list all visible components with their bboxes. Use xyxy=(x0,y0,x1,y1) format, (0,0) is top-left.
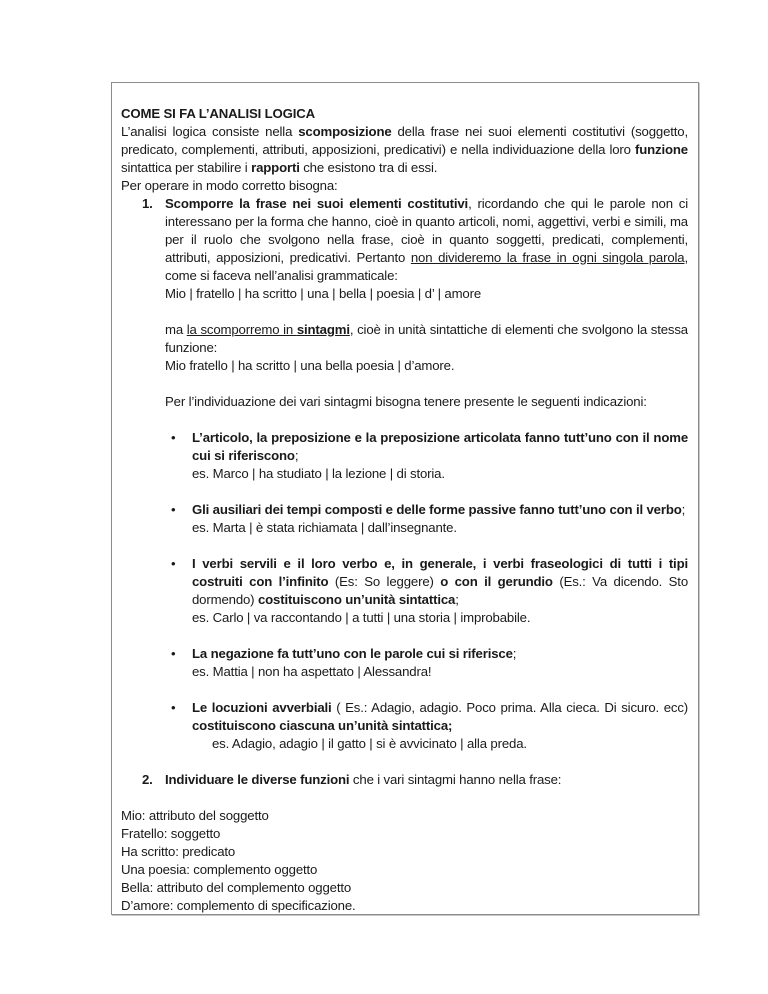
bullet-icon: • xyxy=(171,646,176,661)
indications-line: Per l’individuazione dei vari sintagmi bisogna tenere presente le seguenti indicazioni: xyxy=(165,394,647,409)
operate-line: Per operare in modo corretto bisogna: xyxy=(121,178,338,193)
sintagmi-paragraph: ma la scomporremo in sintagmi, cioè in unità sintattiche di elementi che svolgono la stessa funzione: xyxy=(165,322,688,355)
list-item: • I verbi servili e il loro verbo e, in generale, i verbi fraseologici di tutti i tipi costruiti con l’infinito (Es: So leggere) o con il gerundio (Es.: Va dicendo. Sto dormendo) costituiscono un’unità sintattica; es. Carlo | va raccontando | a tutti | una storia | improbabile. xyxy=(171,556,689,625)
example-words: Mio | fratello | ha scritto | una | bella | poesia | d’ | amore xyxy=(165,286,482,301)
document-box xyxy=(111,82,699,915)
list-item: • Le locuzioni avverbiali ( Es.: Adagio, adagio. Poco prima. Alla cieca. Di sicuro. ecc) costituiscono ciascuna un’unità sintattica; es. Adagio, adagio | il gatto | si è avvicinato | alla preda. xyxy=(171,700,689,751)
list-item: • La negazione fa tutt’uno con le parole cui si riferisce; es. Mattia | non ha aspettato | Alessandra! xyxy=(165,645,688,681)
document-title: COME SI FA L’ANALISI LOGICA xyxy=(121,106,316,121)
list-item-example: es. Marta | è stata richiamata | dall’insegnante. xyxy=(192,520,457,535)
step-1-text: Scomporre la frase nei suoi elementi costitutivi, ricordando che qui le parole non ci interessano per la forma che hanno, cioè in quanto articoli, nomi, aggettivi, verbi e simili, ma per il ruolo che svolgono nella frase, cioè in quanto soggetti, predicati, complementi, attributi, apposizioni, predicativi. Pertanto non divideremo la frase in ogni singola parola, come si faceva nell’analisi grammaticale: xyxy=(165,196,688,283)
bullet-icon: • xyxy=(171,502,176,517)
list-item: • Gli ausiliari dei tempi composti e delle forme passive fanno tutt’uno con il verbo; es. Marta | è stata richiamata | dall’insegnante. xyxy=(165,501,688,537)
function-line: Mio: attributo del soggetto xyxy=(121,808,269,823)
list-item-example: es. Marco | ha studiato | la lezione | di storia. xyxy=(192,466,445,481)
bullet-icon: • xyxy=(171,430,176,445)
bullet-icon: • xyxy=(171,556,176,571)
function-line: D’amore: complemento di specificazione. xyxy=(121,898,356,913)
list-item: • L’articolo, la preposizione e la preposizione articolata fanno tutt’uno con il nome cui si riferiscono; es. Marco | ha studiato | la lezione | di storia. xyxy=(171,430,688,481)
step-2-number: 2. xyxy=(142,772,153,787)
function-line: Ha scritto: predicato xyxy=(121,844,236,859)
list-item-example: es. Carlo | va raccontando | a tutti | una storia | improbabile. xyxy=(192,610,531,625)
bullet-icon: • xyxy=(171,700,176,715)
functions-list xyxy=(121,807,688,915)
example-sintagmi: Mio fratello | ha scritto | una bella poesia | d’amore. xyxy=(165,358,455,373)
function-line: Una poesia: complemento oggetto xyxy=(121,862,318,877)
function-line: Bella: attributo del complemento oggetto xyxy=(121,880,352,895)
step-2: 2. Individuare le diverse funzioni che i vari sintagmi hanno nella frase: xyxy=(142,772,562,787)
step-1 xyxy=(121,195,688,753)
step-1-number: 1. xyxy=(142,196,153,211)
intro-paragraph: L’analisi logica consiste nella scomposizione della frase nei suoi elementi costitutivi (soggetto, predicato, complementi, attributi, apposizioni, predicativi) e nella individuazione della loro funzione sintattica per stabilire i rapporti che esistono tra di essi. xyxy=(121,124,688,175)
list-item-example: es. Mattia | non ha aspettato | Alessandra! xyxy=(192,664,432,679)
indications-list xyxy=(165,429,688,753)
list-item-example: es. Adagio, adagio | il gatto | si è avvicinato | alla preda. xyxy=(212,736,527,751)
function-line: Fratello: soggetto xyxy=(121,826,221,841)
